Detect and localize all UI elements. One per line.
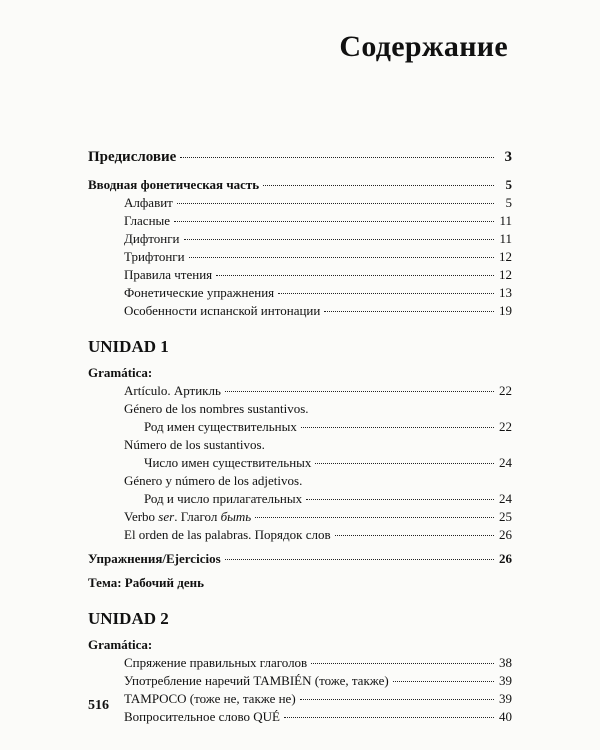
toc-label: Спряжение правильных глаголов xyxy=(124,655,308,670)
dot-leader xyxy=(335,535,494,536)
toc-label: Вопросительное слово QUÉ xyxy=(124,709,280,724)
toc-page: 11 xyxy=(499,213,512,228)
toc-page: 24 xyxy=(499,491,512,506)
toc-label: Дифтонги xyxy=(124,231,180,246)
unit-1-title: UNIDAD 1 xyxy=(88,337,169,356)
dot-leader xyxy=(174,221,494,222)
label-part-italic: ser xyxy=(158,509,175,524)
toc-entry xyxy=(88,382,512,400)
toc-entry xyxy=(88,266,512,284)
page-title: Содержание xyxy=(339,30,508,63)
toc-label: Упражнения/Ejercicios xyxy=(88,551,221,566)
label-part: Verbo xyxy=(124,509,159,524)
dot-leader xyxy=(315,463,494,464)
toc-label: Трифтонги xyxy=(124,249,185,264)
unit-2-title: UNIDAD 2 xyxy=(88,609,169,628)
dot-leader xyxy=(263,185,494,186)
toc-entry xyxy=(88,212,512,230)
label-part: . Глагол xyxy=(174,509,221,524)
toc-entry xyxy=(88,708,512,726)
toc-entry xyxy=(88,230,512,248)
toc-page: 26 xyxy=(499,527,512,542)
dot-leader xyxy=(225,559,494,560)
toc-page: 12 xyxy=(499,249,512,264)
dot-leader xyxy=(324,311,494,312)
toc-line: Número de los sustantivos. xyxy=(124,437,265,452)
toc-page: 38 xyxy=(499,655,512,670)
toc-entry xyxy=(88,508,512,526)
dot-leader xyxy=(189,257,494,258)
toc-label: TAMPOCO (тоже не, также не) xyxy=(124,691,296,706)
toc-entry xyxy=(88,526,512,544)
dot-leader xyxy=(278,293,494,294)
toc-entry-preface xyxy=(88,148,512,166)
dot-leader xyxy=(284,717,494,718)
dot-leader xyxy=(180,157,494,158)
toc-label: Особенности испанской интонации xyxy=(124,303,321,318)
toc-label: Число имен существительных xyxy=(144,455,312,470)
toc-line: Género y número de los adjetivos. xyxy=(124,473,303,488)
toc-entry xyxy=(88,490,512,508)
toc-label: Правила чтения xyxy=(124,267,213,282)
toc-entry xyxy=(88,248,512,266)
unit-1-grammar-heading: Gramática: xyxy=(88,365,153,380)
toc-page: 22 xyxy=(499,419,512,434)
toc-entry xyxy=(88,654,512,672)
toc-label: Алфавит xyxy=(124,195,173,210)
toc-label: Фонетические упражнения xyxy=(124,285,275,300)
dot-leader xyxy=(311,663,494,664)
dot-leader xyxy=(393,681,494,682)
dot-leader xyxy=(306,499,494,500)
toc-page: 24 xyxy=(499,455,512,470)
toc-page: 39 xyxy=(499,673,512,688)
toc-label xyxy=(124,508,251,526)
unit-1-theme: Тема: Рабочий день xyxy=(88,575,204,590)
dot-leader xyxy=(216,275,494,276)
table-of-contents xyxy=(88,148,512,726)
toc-page: 13 xyxy=(499,285,512,300)
dot-leader xyxy=(177,203,494,204)
toc-entry xyxy=(88,284,512,302)
page-number: 516 xyxy=(88,698,109,713)
toc-page: 26 xyxy=(499,551,512,566)
toc-page: 12 xyxy=(499,267,512,282)
toc-page: 5 xyxy=(505,195,512,210)
toc-label: El orden de las palabras. Порядок слов xyxy=(124,527,331,542)
toc-page: 39 xyxy=(499,691,512,706)
toc-entry xyxy=(88,418,512,436)
toc-entry xyxy=(88,302,512,320)
toc-page: 3 xyxy=(504,149,512,165)
toc-page: 40 xyxy=(499,709,512,724)
toc-label: Вводная фонетическая часть xyxy=(88,177,260,192)
toc-entry xyxy=(88,690,512,708)
toc-label: Artículo. Артикль xyxy=(124,383,221,398)
dot-leader xyxy=(225,391,494,392)
toc-label: Род имен существительных xyxy=(144,419,297,434)
toc-line: Género de los nombres sustantivos. xyxy=(124,401,309,416)
toc-entry xyxy=(88,672,512,690)
dot-leader xyxy=(255,517,494,518)
toc-entry-exercises xyxy=(88,550,512,568)
toc-label: Употребление наречий TAMBIÉN (тоже, также) xyxy=(124,673,389,688)
toc-label: Гласные xyxy=(124,213,171,228)
toc-page: 25 xyxy=(499,509,512,524)
label-part-italic: быть xyxy=(220,509,252,524)
toc-label: Предисловие xyxy=(88,149,177,165)
toc-entry xyxy=(88,454,512,472)
toc-label: Род и число прилагательных xyxy=(144,491,303,506)
toc-page: 19 xyxy=(499,303,512,318)
toc-page: 5 xyxy=(505,177,512,192)
unit-2-grammar-heading: Gramática: xyxy=(88,637,153,652)
toc-entry xyxy=(88,194,512,212)
dot-leader xyxy=(184,239,494,240)
dot-leader xyxy=(301,427,494,428)
toc-page: 11 xyxy=(499,231,512,246)
toc-entry-intro xyxy=(88,176,512,194)
toc-page: 22 xyxy=(499,383,512,398)
dot-leader xyxy=(300,699,494,700)
